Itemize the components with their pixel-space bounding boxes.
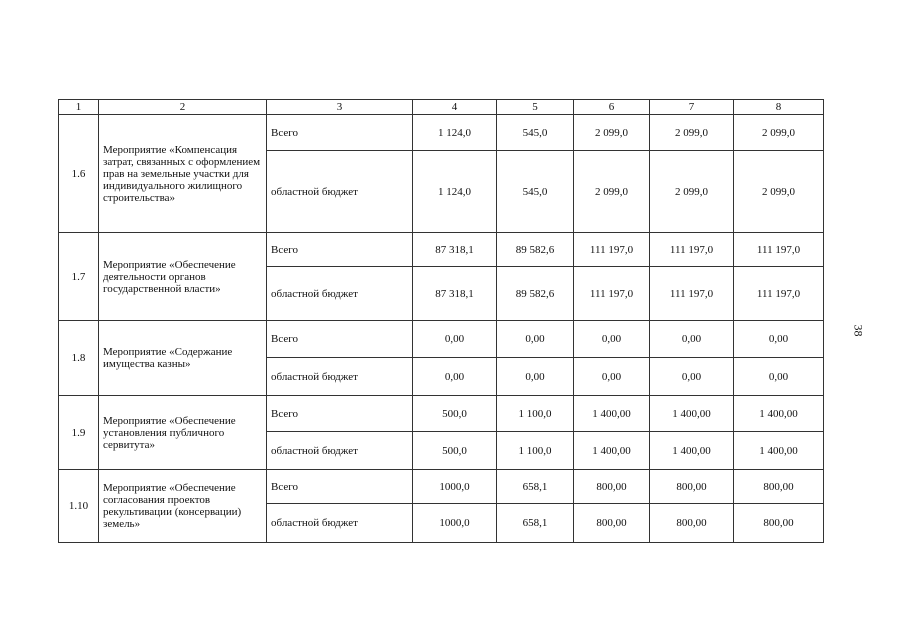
- value-cell: 1 100,0: [497, 396, 574, 432]
- value-cell: 1 400,00: [734, 396, 824, 432]
- value-cell: 500,0: [413, 432, 497, 470]
- row-number: 1.8: [59, 321, 99, 396]
- value-cell: 1000,0: [413, 504, 497, 543]
- value-cell: 800,00: [734, 504, 824, 543]
- value-cell: 2 099,0: [574, 151, 650, 233]
- value-cell: 1 400,00: [650, 396, 734, 432]
- funding-source: областной бюджет: [267, 267, 413, 321]
- header-cell: 7: [650, 100, 734, 115]
- value-cell: 89 582,6: [497, 267, 574, 321]
- funding-source: областной бюджет: [267, 504, 413, 543]
- value-cell: 800,00: [650, 470, 734, 504]
- funding-source: областной бюджет: [267, 151, 413, 233]
- header-cell: 1: [59, 100, 99, 115]
- value-cell: 658,1: [497, 504, 574, 543]
- table-row: [59, 470, 824, 504]
- value-cell: 111 197,0: [650, 233, 734, 267]
- value-cell: 1 100,0: [497, 432, 574, 470]
- value-cell: 1 124,0: [413, 151, 497, 233]
- header-cell: 4: [413, 100, 497, 115]
- value-cell: 0,00: [574, 358, 650, 396]
- value-cell: 0,00: [497, 321, 574, 358]
- value-cell: 111 197,0: [734, 267, 824, 321]
- value-cell: 1 400,00: [734, 432, 824, 470]
- value-cell: 0,00: [734, 321, 824, 358]
- value-cell: 2 099,0: [574, 115, 650, 151]
- value-cell: 545,0: [497, 115, 574, 151]
- header-cell: 3: [267, 100, 413, 115]
- funding-source: Всего: [267, 233, 413, 267]
- value-cell: 0,00: [650, 321, 734, 358]
- value-cell: 111 197,0: [574, 233, 650, 267]
- value-cell: 1 124,0: [413, 115, 497, 151]
- value-cell: 87 318,1: [413, 267, 497, 321]
- row-name: Мероприятие «Обеспечение деятельности органов государственной власти»: [99, 233, 267, 321]
- header-cell: 2: [99, 100, 267, 115]
- value-cell: 2 099,0: [650, 151, 734, 233]
- value-cell: 800,00: [650, 504, 734, 543]
- funding-source: Всего: [267, 470, 413, 504]
- table-row: [59, 321, 824, 358]
- table-row: [59, 115, 824, 151]
- value-cell: 0,00: [650, 358, 734, 396]
- value-cell: 89 582,6: [497, 233, 574, 267]
- value-cell: 0,00: [413, 358, 497, 396]
- value-cell: 0,00: [413, 321, 497, 358]
- value-cell: 800,00: [574, 470, 650, 504]
- funding-source: Всего: [267, 115, 413, 151]
- value-cell: 1000,0: [413, 470, 497, 504]
- value-cell: 800,00: [574, 504, 650, 543]
- value-cell: 2 099,0: [650, 115, 734, 151]
- value-cell: 800,00: [734, 470, 824, 504]
- row-name: Мероприятие «Обеспечение установления публичного сервитута»: [99, 396, 267, 470]
- page-number: 38: [851, 324, 866, 337]
- funding-source: областной бюджет: [267, 358, 413, 396]
- value-cell: 2 099,0: [734, 151, 824, 233]
- value-cell: 0,00: [497, 358, 574, 396]
- value-cell: 1 400,00: [574, 432, 650, 470]
- header-cell: 5: [497, 100, 574, 115]
- value-cell: 545,0: [497, 151, 574, 233]
- table-row: [59, 396, 824, 432]
- header-row: [59, 100, 824, 115]
- value-cell: 111 197,0: [574, 267, 650, 321]
- value-cell: 1 400,00: [650, 432, 734, 470]
- value-cell: 87 318,1: [413, 233, 497, 267]
- funding-source: областной бюджет: [267, 432, 413, 470]
- value-cell: 1 400,00: [574, 396, 650, 432]
- funding-source: Всего: [267, 396, 413, 432]
- table-row: [59, 233, 824, 267]
- row-number: 1.7: [59, 233, 99, 321]
- funding-source: Всего: [267, 321, 413, 358]
- row-name: Мероприятие «Обеспечение согласования проектов рекультивации (консервации) земель»: [99, 470, 267, 543]
- value-cell: 111 197,0: [650, 267, 734, 321]
- value-cell: 0,00: [574, 321, 650, 358]
- value-cell: 658,1: [497, 470, 574, 504]
- value-cell: 0,00: [734, 358, 824, 396]
- row-name: Мероприятие «Компенсация затрат, связанных с оформлением прав на земельные участки для индивидуального жилищного строительства»: [99, 115, 267, 233]
- header-cell: 6: [574, 100, 650, 115]
- value-cell: 111 197,0: [734, 233, 824, 267]
- row-number: 1.9: [59, 396, 99, 470]
- row-number: 1.10: [59, 470, 99, 543]
- value-cell: 500,0: [413, 396, 497, 432]
- budget-table: [58, 99, 824, 543]
- header-cell: 8: [734, 100, 824, 115]
- row-name: Мероприятие «Содержание имущества казны»: [99, 321, 267, 396]
- value-cell: 2 099,0: [734, 115, 824, 151]
- row-number: 1.6: [59, 115, 99, 233]
